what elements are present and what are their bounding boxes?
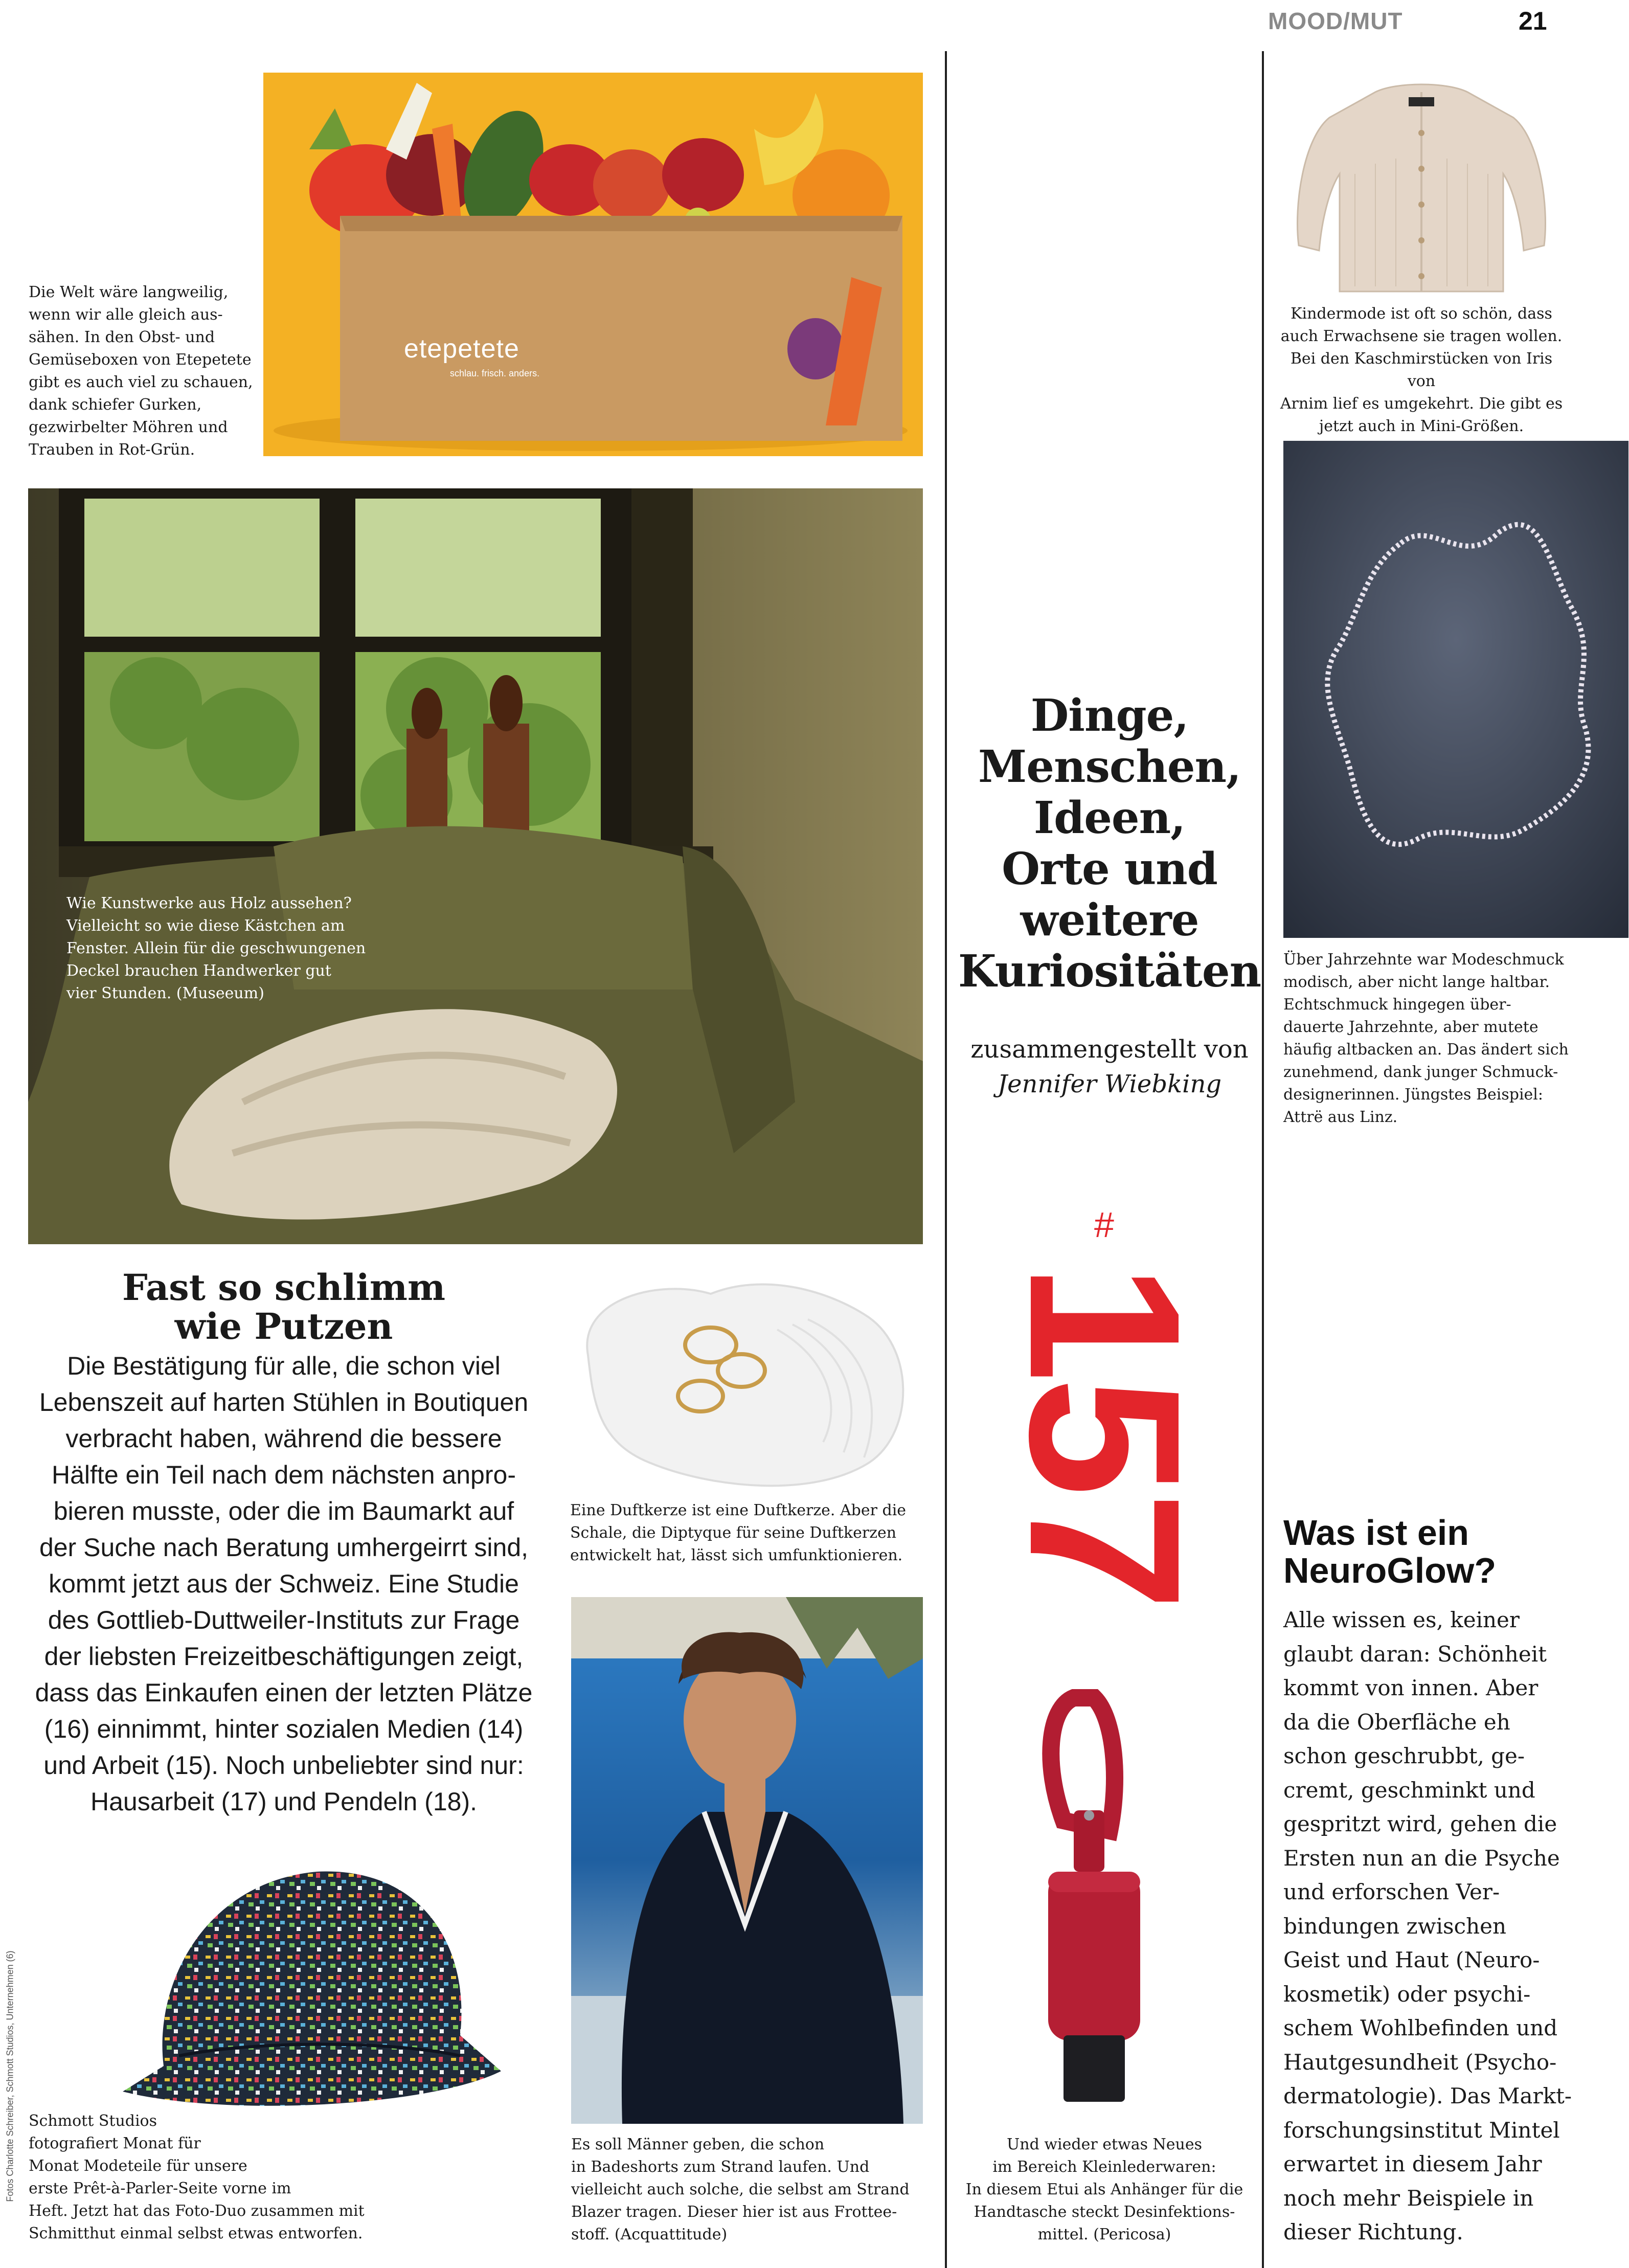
necklace-photo xyxy=(1283,441,1628,938)
page-number: 21 xyxy=(1519,7,1547,35)
caption-bucket-hat: Schmott Studios fotografiert Monat für Monat Modeteile für unsere erste Prêt-à-Parler-Seite vorne im Heft. Jetzt hat das Foto-Duo zusammen mit Schmitthut einmal selbst etwas entworfen. xyxy=(29,2112,365,2242)
produce-box-photo xyxy=(263,73,923,456)
center-headline: Dinge, Menschen, Ideen, Orte und weitere Kuriositäten xyxy=(958,690,1261,997)
neuroglow-body: Alle wissen es, keiner glaubt daran: Schönheit kommt von innen. Aber da die Oberfläche eh schon geschrubbt, ge- cremt, geschminkt und gespritzt wird, gehen die Ersten nun an die Psyche und erforschen Ver- bindungen zwischen Geist und Haut (Neuro- kosmetik) oder psychi- schem Wohlbefinden und Hautgesundheit (Psycho- dermatologie). Das Markt- forschungsinstitut Mintel erwartet in diesem Jahr noch mehr Beispiele in dieser Richtung. xyxy=(1283,1607,1572,2244)
neuroglow-title: Was ist ein NeuroGlow? xyxy=(1283,1513,1497,1590)
issue-number: 157 xyxy=(985,1263,1225,1606)
column-rule-right xyxy=(1262,51,1264,2268)
caption-shell: Eine Duftkerze ist eine Duftkerze. Aber die Schale, die Diptyque für seine Duftkerzen entwickelt hat, lässt sich umfunktionieren. xyxy=(570,1501,907,1564)
man-blazer-photo xyxy=(571,1597,923,2124)
caption-man-blazer: Es soll Männer geben, die schon in Badeshorts zum Strand laufen. Und vielleicht auch solche, die selbst am Strand Blazer tragen. Dieser hier ist aus Frottee- stoff. (Acquattitude) xyxy=(571,2136,910,2243)
bucket-hat-photo xyxy=(102,1851,522,2117)
column-rule-left xyxy=(945,51,947,2268)
article-title: Fast so schlimm wie Putzen xyxy=(122,1266,446,1348)
issue-hash: # xyxy=(1094,1205,1114,1245)
box-brand-name: etepetete xyxy=(404,334,519,364)
caption-knit-cardigan: Kindermode ist oft so schön, dass auch Erwachsene sie tragen wollen. Bei den Kaschmirstücken von Iris von Arnim lief es umgekehrt. Die gibt es jetzt auch in Mini-Größen. xyxy=(1280,305,1563,435)
leather-etui-photo xyxy=(1017,1688,1171,2127)
caption-etui: Und wieder etwas Neues im Bereich Kleinlederwaren: In diesem Etui als Anhänger für die Handtasche steckt Desinfektions- mittel. (Pericosa) xyxy=(965,2136,1243,2243)
author-name: Jennifer Wiebking xyxy=(997,1070,1222,1098)
knit-cardigan-photo xyxy=(1278,72,1565,297)
window-sofa-photo xyxy=(28,488,923,1244)
caption-produce-box: Die Welt wäre langweilig, wenn wir alle gleich aus- sähen. In den Obst- und Gemüseboxen von Etepetete gibt es auch viel zu schauen, dank schiefer Gurken, gezwirbelter Möhren und Trauben in Rot-Grün. xyxy=(29,283,253,459)
box-brand-tagline: schlau. frisch. anders. xyxy=(450,368,540,378)
article-body: Die Bestätigung für alle, die schon viel Lebenszeit auf harten Stühlen in Boutiquen verbracht haben, während die bessere Hälfte ein Teil nach dem nächsten anpro- bieren musste, oder die im Baumarkt auf der Suche nach Beratung umhergeirrt sind, kommt jetzt aus der Schweiz. Eine Studie des Gottlieb-Duttweiler-Instituts zur Frage der liebsten Freizeitbeschäftigungen zeigt, dass das Einkaufen einen der letzten Plätze (16) einnimmt, hinter sozialen Medien (14) und Arbeit (15). Noch unbeliebter sind nur: Hausarbeit (17) und Pendeln (18). xyxy=(35,1352,533,1816)
caption-necklace: Über Jahrzehnte war Modeschmuck modisch, aber nicht lange haltbar. Echtschmuck hingegen über- dauerte Jahrzehnte, aber mutete häufig altbacken an. Das ändert sich zunehmend, dank junger Schmuck- designerinnen. Jüngstes Beispiel: Attrë aus Linz. xyxy=(1283,951,1569,1126)
shell-rings-photo xyxy=(557,1268,925,1498)
compiled-by: zusammengestellt von xyxy=(970,1035,1249,1064)
photo-credit: Fotos Charlotte Schreiber, Schmott Studios, Unternehmen (6) xyxy=(5,1950,15,2202)
section-label: MOOD/MUT xyxy=(1268,8,1403,34)
caption-window-boxes: Wie Kunstwerke aus Holz aussehen? Vielleicht so wie diese Kästchen am Fenster. Allein für die geschwungenen Deckel brauchen Handwerker gut vier Stunden. (Museeum) xyxy=(66,894,366,1002)
